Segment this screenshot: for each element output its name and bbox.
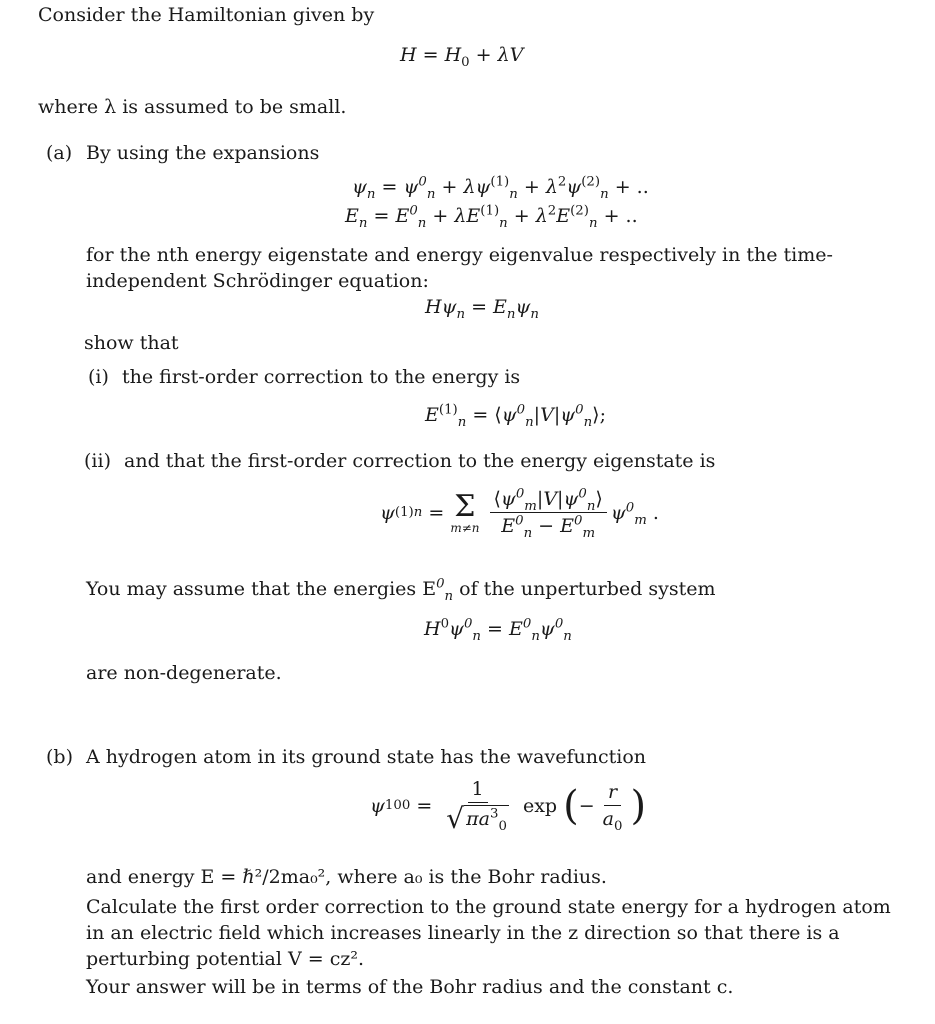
non-degenerate-text: are non-degenerate. bbox=[86, 662, 282, 684]
part-b-lead: A hydrogen atom in its ground state has the wavefunction bbox=[86, 746, 647, 768]
part-b-label: (b) bbox=[46, 746, 73, 768]
wavefunction-equation: ψ 100 = 1 √ $\pi a^3_0$ exp ( − $\frac{r}{a_0}$ ) bbox=[370, 778, 647, 835]
first-order-energy-equation: $E^{(1)}_n$ = $⟨\psi^0_n|V|\psi^0_n⟩$; bbox=[425, 402, 606, 430]
expansion-paragraph: for the nth energy eigenstate and energy eigenvalue respectively in the time-independent Schrödinger equation: bbox=[86, 244, 833, 292]
answer-text: Your answer will be in terms of the Bohr radius and the constant c. bbox=[86, 976, 734, 998]
intro-line: Consider the Hamiltonian given by bbox=[38, 4, 375, 26]
part-ii-text: and that the first-order correction to the energy eigenstate is bbox=[124, 450, 716, 472]
part-a-lead: By using the expansions bbox=[86, 142, 320, 164]
assume-text-lead: You may assume that the energies E bbox=[86, 578, 437, 600]
part-ii-label: (ii) bbox=[84, 450, 111, 472]
part-a-label: (a) bbox=[46, 142, 73, 164]
energy-expansion: $E_n = E^0_n + \lambda E^{(1)}_n + \lambda^2E^{(2)}_n$ + .. bbox=[345, 203, 638, 231]
energy-line: and energy E = ℏ²/2ma₀², where a₀ is the Bohr radius. bbox=[86, 866, 607, 888]
hamiltonian-equation: $H = H_0 + \lambda V$ bbox=[400, 44, 524, 70]
psi-expansion: $\psi_n = \psi^0_n + \lambda\psi^{(1)}_n + \lambda^2\psi^{(2)}_n$ + .. bbox=[352, 174, 649, 202]
schrodinger-equation: $H\psi_n = E_n\psi_n$ bbox=[425, 296, 539, 322]
part-i-label: (i) bbox=[88, 366, 109, 388]
assume-text-tail: of the unperturbed system bbox=[459, 578, 716, 600]
assume-text: You may assume that the energies $E^0_n$ of the unperturbed system bbox=[86, 576, 716, 604]
show-that-text: show that bbox=[84, 332, 179, 354]
unperturbed-equation: $H^0\psi^0_n = E^0_n\psi^0_n$ bbox=[424, 616, 572, 644]
first-order-state-equation: ψ (1) n = Σ m≠n $\frac{⟨\psi^0_m|V|\psi^0_n⟩}{E^0_n - E^0_m}$ $\psi^0_m$ . bbox=[380, 486, 659, 541]
lambda-small-text: where λ is assumed to be small. bbox=[38, 96, 347, 118]
calculate-paragraph: Calculate the first order correction to the ground state energy for a hydrogen atom in an electric field which increases linearly in the z direction so that there is a perturbing potential V = cz². bbox=[86, 896, 891, 970]
part-i-text: the first-order correction to the energy is bbox=[122, 366, 521, 388]
